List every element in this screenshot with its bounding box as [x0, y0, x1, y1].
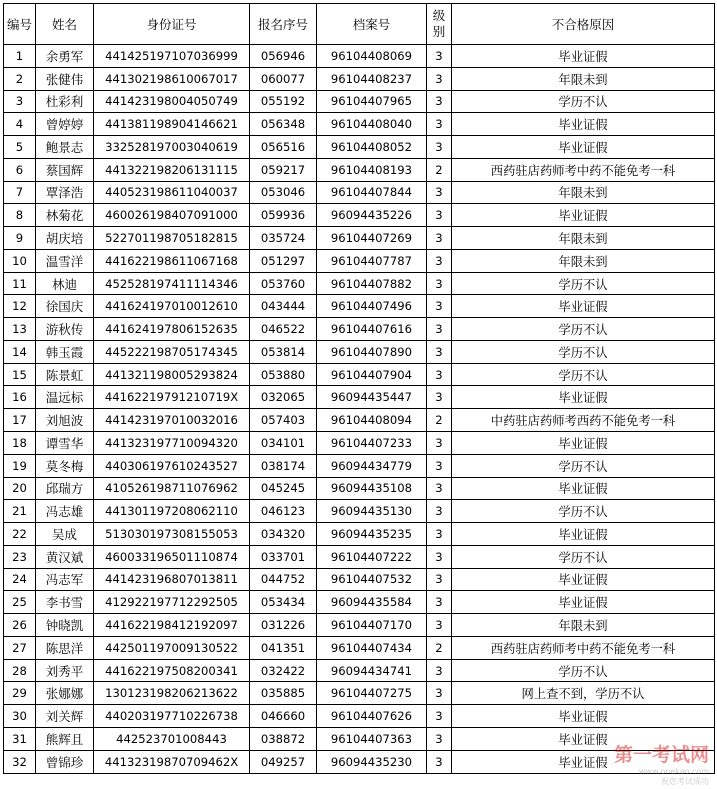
- cell-number: 17: [4, 409, 36, 432]
- cell-registration-no: 046123: [250, 500, 317, 523]
- cell-id-number: 441423197010032016: [94, 409, 250, 432]
- cell-level: 3: [427, 432, 452, 455]
- cell-number: 5: [4, 136, 36, 159]
- table-row: [4, 523, 715, 546]
- cell-registration-no: 060077: [250, 67, 317, 90]
- cell-level: 3: [427, 136, 452, 159]
- cell-level: 3: [427, 659, 452, 682]
- cell-reason: 毕业证假: [452, 432, 715, 455]
- cell-id-number: 441624197806152635: [94, 318, 250, 341]
- cell-name: 蔡国辉: [36, 158, 94, 181]
- cell-file-no: 96104407882: [317, 272, 427, 295]
- table-row: [4, 318, 715, 341]
- cell-registration-no: 056946: [250, 45, 317, 68]
- cell-level: 3: [427, 523, 452, 546]
- cell-name: 刘旭波: [36, 409, 94, 432]
- cell-reason: 学历不认: [452, 272, 715, 295]
- cell-id-number: 522701198705182815: [94, 227, 250, 250]
- cell-file-no: 96104407496: [317, 295, 427, 318]
- cell-registration-no: 046660: [250, 705, 317, 728]
- cell-number: 31: [4, 727, 36, 750]
- cell-id-number: 441381198904146621: [94, 113, 250, 136]
- table-row: [4, 500, 715, 523]
- cell-file-no: 96104408069: [317, 45, 427, 68]
- cell-level: 3: [427, 318, 452, 341]
- cell-name: 杜彩利: [36, 90, 94, 113]
- table-row: [4, 136, 715, 159]
- cell-file-no: 96104407532: [317, 568, 427, 591]
- cell-reason: 学历不认: [452, 90, 715, 113]
- cell-registration-no: 032422: [250, 659, 317, 682]
- header-reason: 不合格原因: [452, 4, 715, 45]
- table-row: [4, 227, 715, 250]
- cell-level: 3: [427, 227, 452, 250]
- cell-number: 24: [4, 568, 36, 591]
- cell-level: 3: [427, 591, 452, 614]
- table-row: [4, 90, 715, 113]
- cell-id-number: 441425197107036999: [94, 45, 250, 68]
- cell-id-number: 441624197010012610: [94, 295, 250, 318]
- table-row: [4, 181, 715, 204]
- cell-reason: 毕业证假: [452, 477, 715, 500]
- cell-number: 27: [4, 636, 36, 659]
- cell-level: 3: [427, 614, 452, 637]
- header-name: 姓名: [36, 4, 94, 45]
- table-row: [4, 45, 715, 68]
- cell-registration-no: 056516: [250, 136, 317, 159]
- cell-file-no: 96094435108: [317, 477, 427, 500]
- cell-file-no: 96104408094: [317, 409, 427, 432]
- header-level: [427, 4, 452, 45]
- cell-name: 曾婷婷: [36, 113, 94, 136]
- cell-name: 鲍景志: [36, 136, 94, 159]
- cell-number: 7: [4, 181, 36, 204]
- cell-id-number: 513030197308155053: [94, 523, 250, 546]
- cell-registration-no: 034320: [250, 523, 317, 546]
- table-row: [4, 545, 715, 568]
- cell-name: 熊辉且: [36, 727, 94, 750]
- cell-file-no: 96104408193: [317, 158, 427, 181]
- cell-reason: 学历不认: [452, 500, 715, 523]
- cell-name: 张娜娜: [36, 682, 94, 705]
- table-row: [4, 249, 715, 272]
- cell-registration-no: 059936: [250, 204, 317, 227]
- cell-registration-no: 053880: [250, 363, 317, 386]
- cell-level: 3: [427, 363, 452, 386]
- cell-file-no: 96104407222: [317, 545, 427, 568]
- cell-level: 3: [427, 45, 452, 68]
- cell-registration-no: 045245: [250, 477, 317, 500]
- watermark-logo: 第一考试网: [613, 744, 709, 766]
- cell-file-no: 96094435447: [317, 386, 427, 409]
- cell-number: 23: [4, 545, 36, 568]
- cell-registration-no: 035885: [250, 682, 317, 705]
- table-row: [4, 750, 715, 773]
- table-row: [4, 591, 715, 614]
- cell-number: 32: [4, 750, 36, 773]
- cell-level: 3: [427, 500, 452, 523]
- cell-file-no: 96094434779: [317, 454, 427, 477]
- cell-reason: 毕业证假: [452, 750, 715, 773]
- table-row: [4, 272, 715, 295]
- header-row: [4, 4, 715, 45]
- cell-id-number: 440203197710226738: [94, 705, 250, 728]
- cell-level: 3: [427, 568, 452, 591]
- cell-level: 3: [427, 705, 452, 728]
- cell-file-no: 96104407890: [317, 340, 427, 363]
- cell-file-no: 96104407844: [317, 181, 427, 204]
- cell-name: 余勇军: [36, 45, 94, 68]
- table-row: [4, 295, 715, 318]
- cell-number: 16: [4, 386, 36, 409]
- cell-id-number: 445222198705174345: [94, 340, 250, 363]
- cell-name: 邱瑞方: [36, 477, 94, 500]
- cell-registration-no: 049257: [250, 750, 317, 773]
- table-row: [4, 386, 715, 409]
- table-row: [4, 432, 715, 455]
- cell-registration-no: 057403: [250, 409, 317, 432]
- cell-registration-no: 055192: [250, 90, 317, 113]
- cell-id-number: 441301197208062110: [94, 500, 250, 523]
- cell-file-no: 96104407170: [317, 614, 427, 637]
- cell-reason: 毕业证假: [452, 523, 715, 546]
- cell-file-no: 96104407616: [317, 318, 427, 341]
- cell-id-number: 441302198610067017: [94, 67, 250, 90]
- cell-name: 刘秀平: [36, 659, 94, 682]
- cell-file-no: 96104407233: [317, 432, 427, 455]
- cell-reason: 年限未到: [452, 227, 715, 250]
- cell-number: 4: [4, 113, 36, 136]
- cell-id-number: 332528197003040619: [94, 136, 250, 159]
- cell-number: 30: [4, 705, 36, 728]
- cell-number: 13: [4, 318, 36, 341]
- cell-number: 10: [4, 249, 36, 272]
- cell-number: 26: [4, 614, 36, 637]
- cell-id-number: 442523701008443: [94, 727, 250, 750]
- cell-id-number: 410526198711076962: [94, 477, 250, 500]
- cell-reason: 年限未到: [452, 614, 715, 637]
- cell-name: 覃泽浩: [36, 181, 94, 204]
- cell-registration-no: 051297: [250, 249, 317, 272]
- cell-number: 15: [4, 363, 36, 386]
- cell-registration-no: 046522: [250, 318, 317, 341]
- cell-level: 2: [427, 158, 452, 181]
- cell-reason: 毕业证假: [452, 591, 715, 614]
- watermark-url: www.onekao.com: [638, 767, 709, 776]
- cell-reason: 毕业证假: [452, 204, 715, 227]
- table-row: [4, 67, 715, 90]
- cell-level: 3: [427, 204, 452, 227]
- cell-id-number: 460026198407091000: [94, 204, 250, 227]
- cell-name: 钟晓凯: [36, 614, 94, 637]
- cell-id-number: 441323197710094320: [94, 432, 250, 455]
- cell-id-number: 441321198005293824: [94, 363, 250, 386]
- cell-file-no: 96104408040: [317, 113, 427, 136]
- cell-level: 3: [427, 454, 452, 477]
- cell-level: 3: [427, 727, 452, 750]
- cell-file-no: 96104407904: [317, 363, 427, 386]
- header-registration-no: 报名序号: [250, 4, 317, 45]
- cell-name: 曾锦珍: [36, 750, 94, 773]
- table-row: [4, 363, 715, 386]
- cell-number: 18: [4, 432, 36, 455]
- cell-registration-no: 043444: [250, 295, 317, 318]
- table-row: [4, 477, 715, 500]
- cell-reason: 年限未到: [452, 249, 715, 272]
- cell-registration-no: 053434: [250, 591, 317, 614]
- cell-name: 黄汉斌: [36, 545, 94, 568]
- cell-registration-no: 056348: [250, 113, 317, 136]
- cell-reason: 中药驻店药师考西药不能免考一科: [452, 409, 715, 432]
- cell-id-number: 441322198206131115: [94, 158, 250, 181]
- cell-id-number: 452528197411114346: [94, 272, 250, 295]
- cell-reason: 毕业证假: [452, 568, 715, 591]
- cell-reason: 学历不认: [452, 545, 715, 568]
- cell-reason: 毕业证假: [452, 136, 715, 159]
- cell-number: 12: [4, 295, 36, 318]
- cell-file-no: 96094435230: [317, 750, 427, 773]
- cell-file-no: 96104407269: [317, 227, 427, 250]
- table-row: [4, 158, 715, 181]
- cell-id-number: 440523198611040037: [94, 181, 250, 204]
- cell-number: 21: [4, 500, 36, 523]
- cell-id-number: 440306197610243527: [94, 454, 250, 477]
- cell-registration-no: 053760: [250, 272, 317, 295]
- table-row: [4, 568, 715, 591]
- cell-registration-no: 059217: [250, 158, 317, 181]
- cell-id-number: 441622198611067168: [94, 249, 250, 272]
- cell-id-number: 130123198206213622: [94, 682, 250, 705]
- cell-number: 8: [4, 204, 36, 227]
- cell-name: 谭雪华: [36, 432, 94, 455]
- cell-level: 3: [427, 477, 452, 500]
- cell-name: 莫冬梅: [36, 454, 94, 477]
- cell-reason: 毕业证假: [452, 295, 715, 318]
- cell-id-number: 412922197712292505: [94, 591, 250, 614]
- cell-id-number: 441622198412192097: [94, 614, 250, 637]
- cell-file-no: 96104408052: [317, 136, 427, 159]
- cell-id-number: 44132319870709462X: [94, 750, 250, 773]
- cell-number: 3: [4, 90, 36, 113]
- cell-level: 3: [427, 750, 452, 773]
- cell-reason: 学历不认: [452, 363, 715, 386]
- cell-level: 2: [427, 636, 452, 659]
- cell-number: 28: [4, 659, 36, 682]
- cell-reason: 年限未到: [452, 67, 715, 90]
- cell-number: 20: [4, 477, 36, 500]
- cell-reason: 毕业证假: [452, 386, 715, 409]
- table-body: [4, 45, 715, 774]
- header-id-number: 身份证号: [94, 4, 250, 45]
- cell-name: 徐国庆: [36, 295, 94, 318]
- table-row: [4, 614, 715, 637]
- cell-level: 3: [427, 295, 452, 318]
- cell-level: 2: [427, 409, 452, 432]
- cell-file-no: 96104407787: [317, 249, 427, 272]
- cell-number: 6: [4, 158, 36, 181]
- cell-name: 温雪洋: [36, 249, 94, 272]
- cell-file-no: 96094435226: [317, 204, 427, 227]
- cell-reason: 学历不认: [452, 318, 715, 341]
- cell-name: 陈思洋: [36, 636, 94, 659]
- table-row: [4, 682, 715, 705]
- cell-file-no: 96104407626: [317, 705, 427, 728]
- cell-file-no: 96104407434: [317, 636, 427, 659]
- cell-registration-no: 038174: [250, 454, 317, 477]
- cell-level: 3: [427, 386, 452, 409]
- cell-id-number: 441423198004050749: [94, 90, 250, 113]
- cell-level: 3: [427, 272, 452, 295]
- table-row: [4, 204, 715, 227]
- cell-reason: 毕业证假: [452, 727, 715, 750]
- cell-name: 冯志军: [36, 568, 94, 591]
- table-row: [4, 636, 715, 659]
- cell-number: 22: [4, 523, 36, 546]
- cell-number: 9: [4, 227, 36, 250]
- cell-file-no: 96104407275: [317, 682, 427, 705]
- cell-level: 3: [427, 90, 452, 113]
- table-row: [4, 454, 715, 477]
- cell-id-number: 460033196501110874: [94, 545, 250, 568]
- cell-registration-no: 053046: [250, 181, 317, 204]
- table-row: [4, 727, 715, 750]
- cell-name: 刘关辉: [36, 705, 94, 728]
- table-row: [4, 409, 715, 432]
- header-number: 编号: [4, 4, 36, 45]
- cell-reason: 学历不认: [452, 454, 715, 477]
- cell-reason: 毕业证假: [452, 45, 715, 68]
- cell-id-number: 44162219791210719X: [94, 386, 250, 409]
- watermark-slogan: 祝您考试成功: [661, 777, 709, 786]
- cell-name: 林迪: [36, 272, 94, 295]
- cell-file-no: 96104407965: [317, 90, 427, 113]
- cell-number: 19: [4, 454, 36, 477]
- cell-number: 11: [4, 272, 36, 295]
- cell-registration-no: 035724: [250, 227, 317, 250]
- cell-reason: 西药驻店药师考中药不能免考一科: [452, 636, 715, 659]
- cell-level: 3: [427, 249, 452, 272]
- cell-reason: 西药驻店药师考中药不能免考一科: [452, 158, 715, 181]
- cell-registration-no: 053814: [250, 340, 317, 363]
- cell-file-no: 96094435235: [317, 523, 427, 546]
- failed-candidates-table: [3, 3, 715, 774]
- header-level-text: 级别: [432, 7, 446, 39]
- cell-reason: 学历不认: [452, 340, 715, 363]
- cell-file-no: 96104407363: [317, 727, 427, 750]
- cell-number: 1: [4, 45, 36, 68]
- cell-name: 林菊花: [36, 204, 94, 227]
- cell-registration-no: 033701: [250, 545, 317, 568]
- cell-name: 冯志雄: [36, 500, 94, 523]
- cell-reason: 毕业证假: [452, 113, 715, 136]
- cell-file-no: 96094434741: [317, 659, 427, 682]
- cell-number: 2: [4, 67, 36, 90]
- cell-name: 陈景虹: [36, 363, 94, 386]
- cell-name: 韩玉霞: [36, 340, 94, 363]
- table-row: [4, 659, 715, 682]
- cell-reason: 网上查不到，学历不认: [452, 682, 715, 705]
- cell-level: 3: [427, 181, 452, 204]
- cell-registration-no: 044752: [250, 568, 317, 591]
- cell-level: 3: [427, 67, 452, 90]
- cell-name: 温远标: [36, 386, 94, 409]
- cell-file-no: 96094435584: [317, 591, 427, 614]
- cell-name: 李书雪: [36, 591, 94, 614]
- cell-registration-no: 034101: [250, 432, 317, 455]
- cell-registration-no: 041351: [250, 636, 317, 659]
- cell-name: 胡庆培: [36, 227, 94, 250]
- cell-level: 3: [427, 113, 452, 136]
- cell-reason: 毕业证假: [452, 705, 715, 728]
- table-row: [4, 340, 715, 363]
- cell-level: 3: [427, 340, 452, 363]
- cell-id-number: 441622197508200341: [94, 659, 250, 682]
- cell-number: 25: [4, 591, 36, 614]
- cell-level: 3: [427, 682, 452, 705]
- cell-name: 张健伟: [36, 67, 94, 90]
- table-row: [4, 113, 715, 136]
- cell-reason: 年限未到: [452, 181, 715, 204]
- cell-level: 3: [427, 545, 452, 568]
- cell-id-number: 442501197009130522: [94, 636, 250, 659]
- cell-registration-no: 032065: [250, 386, 317, 409]
- cell-number: 29: [4, 682, 36, 705]
- cell-name: 吴成: [36, 523, 94, 546]
- cell-name: 游秋传: [36, 318, 94, 341]
- cell-id-number: 441423196807013811: [94, 568, 250, 591]
- header-file-no: 档案号: [317, 4, 427, 45]
- cell-registration-no: 031226: [250, 614, 317, 637]
- table-row: [4, 705, 715, 728]
- cell-file-no: 96104408237: [317, 67, 427, 90]
- cell-reason: 学历不认: [452, 659, 715, 682]
- cell-number: 14: [4, 340, 36, 363]
- cell-file-no: 96094435130: [317, 500, 427, 523]
- cell-registration-no: 038872: [250, 727, 317, 750]
